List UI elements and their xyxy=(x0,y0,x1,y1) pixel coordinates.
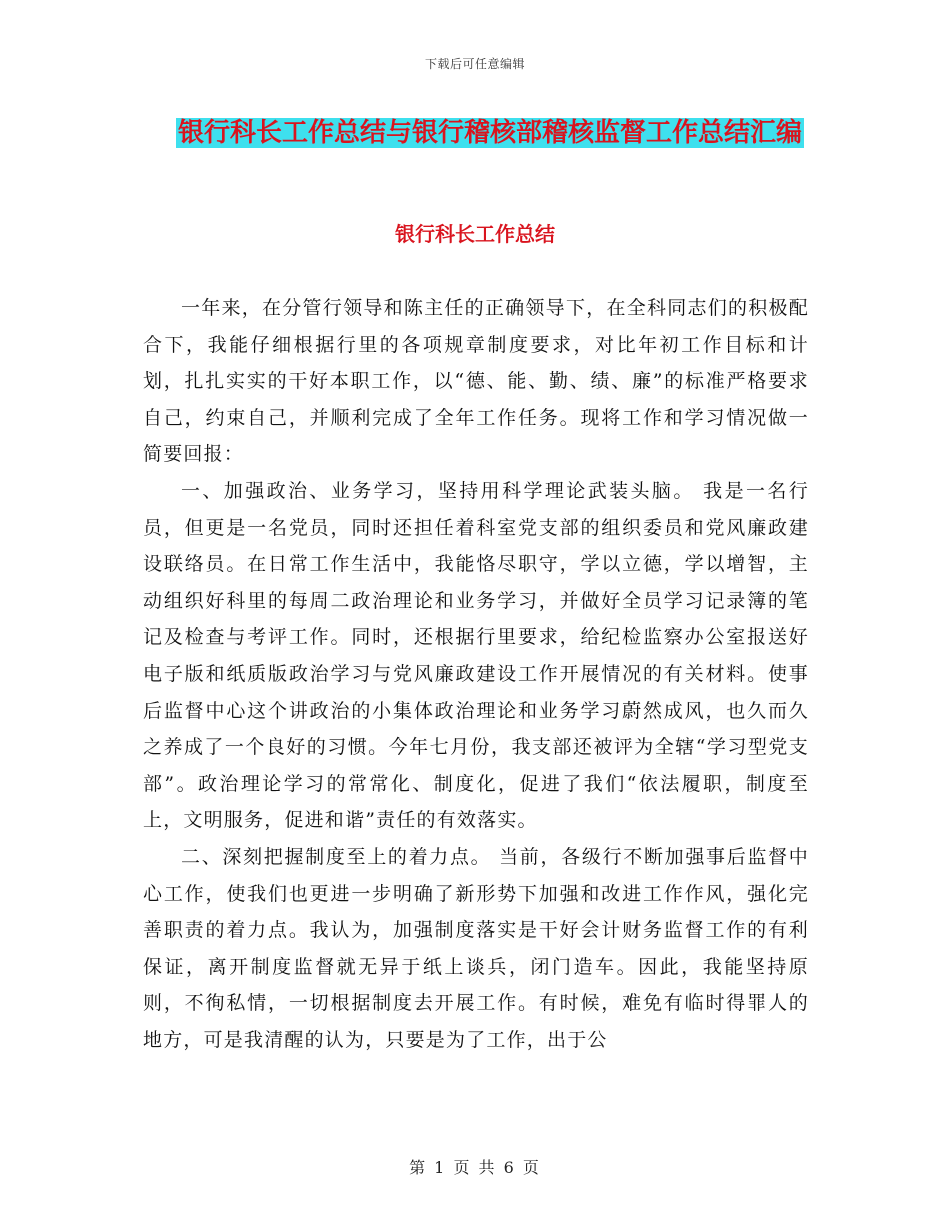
paragraph-2: 一、加强政治、业务学习，坚持用科学理论武装头脑。 我是一名行员，但更是一名党员，同时还担任着科室党支部的组织委员和党风廉政建设联络员。在日常工作生活中，我能恪尽职守，学以立德，学以增智，主动组织好科里的每周二政治理论和业务学习，并做好全员学习记录簿的笔记及检查与考评工作。同时，还根据行里要求，给纪检监察办公室报送好电子版和纸质版政治学习与党风廉政建设工作开展情况的有关材料。使事后监督中心这个讲政治的小集体政治理论和业务学习蔚然成风，也久而久之养成了一个良好的习惯。今年七月份，我支部还被评为全辖“学习型党支部”。政治理论学习的常常化、制度化，促进了我们“依法履职，制度至上，文明服务，促进和谐”责任的有效落实。 xyxy=(143,479,809,832)
page-number: 第 1 页 共 6 页 xyxy=(409,1158,541,1177)
header-note: 下载后可任意编辑 xyxy=(424,57,525,71)
section-title: 银行科长工作总结 xyxy=(395,222,555,246)
paragraph-3: 二、深刻把握制度至上的着力点。 当前，各级行不断加强事后监督中心工作，使我们也更进一步明确了新形势下加强和改进工作作风，强化完善职责的着力点。我认为，加强制度落实是干好会计财务监督工作的有利保证，离开制度监督就无异于纸上谈兵，闭门造车。因此，我能坚持原则，不徇私情，一切根据制度去开展工作。有时候，难免有临时得罪人的地方，可是我清醒的认为，只要是为了工作，出于公 xyxy=(143,845,809,1051)
paragraph-1: 一年来，在分管行领导和陈主任的正确领导下，在全科同志们的积极配合下，我能仔细根据行里的各项规章制度要求，对比年初工作目标和计划，扎扎实实的干好本职工作，以“德、能、勤、绩、廉”的标准严格要求自己，约束自己，并顺利完成了全年工作任务。现将工作和学习情况做一简要回报： xyxy=(143,297,809,466)
document-title xyxy=(120,110,860,156)
document-body xyxy=(143,290,809,1058)
document-title-text: 银行科长工作总结与银行稽核部稽核监督工作总结汇编 xyxy=(177,118,802,148)
